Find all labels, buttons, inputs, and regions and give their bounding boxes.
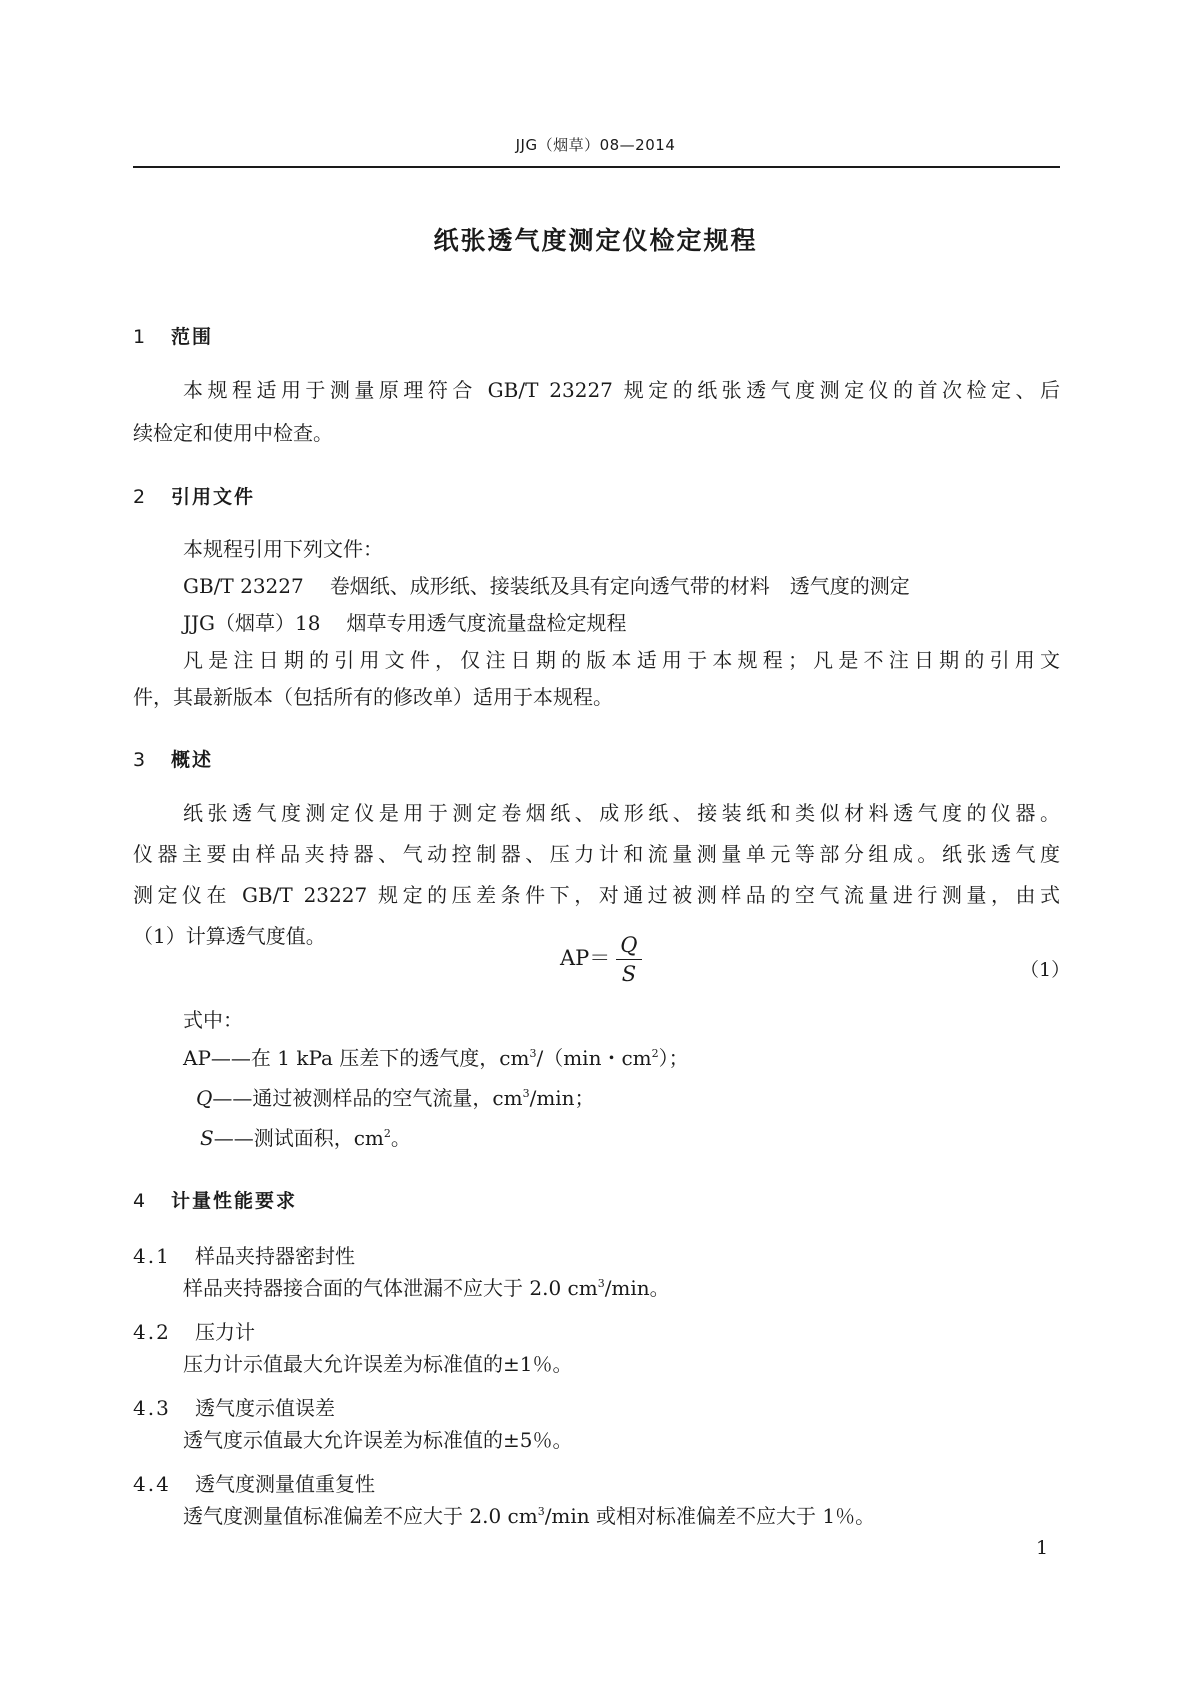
paragraph-line: 本规程适用于测量原理符合 GB/T 23227 规定的纸张透气度测定仪的首次检定、后	[183, 378, 1060, 402]
subsection-title: 压力计	[195, 1320, 255, 1344]
section-number: 2	[133, 486, 148, 508]
subsection-4-4	[133, 1468, 375, 1497]
variable-text: 。	[390, 1126, 411, 1150]
superscript: 3	[522, 1087, 530, 1100]
paragraph-line: 凡是注日期的引用文件，仅注日期的版本适用于本规程；凡是不注日期的引用文	[183, 648, 1060, 672]
paragraph-line: 测定仪在 GB/T 23227 规定的压差条件下，对通过被测样品的空气流量进行测量，由式	[133, 883, 1060, 907]
superscript: 3	[597, 1277, 605, 1290]
section-number: 3	[133, 749, 148, 771]
formula-lhs: AP	[560, 946, 590, 970]
section-title: 概述	[171, 749, 214, 771]
paragraph-line: 本规程引用下列文件：	[183, 537, 383, 561]
where-label: 式中：	[183, 1008, 243, 1032]
subsection-4-3	[133, 1392, 335, 1421]
paragraph-line: 续检定和使用中检查。	[133, 421, 333, 445]
variable-text: ——在 1 kPa 压差下的透气度，cm	[210, 1046, 530, 1070]
formula-numerator: Q	[616, 933, 641, 960]
reference-title: 烟草专用透气度流量盘检定规程	[346, 611, 627, 635]
formula-1	[560, 933, 642, 986]
section-number: 4	[133, 1190, 148, 1212]
reference-title: 卷烟纸、成形纸、接装纸及具有定向透气带的材料 透气度的测定	[329, 574, 910, 598]
reference-code: GB/T 23227	[183, 574, 304, 598]
subsection-title: 透气度示值误差	[195, 1396, 335, 1420]
superscript: 3	[537, 1505, 545, 1518]
reference-code: JJG（烟草）18	[183, 611, 321, 635]
subsection-title: 样品夹持器密封性	[195, 1244, 355, 1268]
document-title: 纸张透气度测定仪检定规程	[433, 226, 758, 255]
formula-fraction	[616, 933, 641, 986]
running-header: JJG（烟草）08—2014	[515, 136, 676, 154]
section-4-heading	[133, 1186, 297, 1213]
subsection-4-2	[133, 1316, 255, 1345]
paragraph-text: 透气度测量值标准偏差不应大于 2.0 cm	[183, 1504, 538, 1528]
variable-text: ——通过被测样品的空气流量，cm	[212, 1086, 523, 1110]
variable-definition	[196, 1088, 1123, 1108]
paragraph-text: /min。	[604, 1276, 670, 1300]
subsection-4-1	[133, 1240, 355, 1269]
variable-text: /（min・cm	[536, 1046, 652, 1070]
subsection-number: 4.2	[133, 1320, 171, 1344]
section-number: 1	[133, 326, 148, 348]
paragraph-line: 纸张透气度测定仪是用于测定卷烟纸、成形纸、接装纸和类似材料透气度的仪器。	[183, 801, 1060, 825]
paragraph-line: （1）计算透气度值。	[133, 924, 326, 948]
paragraph-line: 仪器主要由样品夹持器、气动控制器、压力计和流量测量单元等部分组成。纸张透气度	[133, 842, 1060, 866]
variable-symbol: Q	[196, 1086, 213, 1110]
page-number: 1	[1036, 1537, 1049, 1559]
formula-denominator: S	[621, 962, 637, 986]
header-rule	[133, 166, 1060, 168]
variable-symbol: AP	[183, 1046, 211, 1070]
variable-definition	[183, 1048, 1110, 1068]
superscript: 2	[651, 1047, 659, 1060]
variable-symbol: S	[200, 1126, 214, 1150]
paragraph-text: /min 或相对标准偏差不应大于 1％。	[544, 1504, 876, 1528]
paragraph-line: 透气度示值最大允许误差为标准值的±5％。	[183, 1428, 573, 1452]
superscript: 2	[383, 1127, 391, 1140]
subsection-number: 4.1	[133, 1244, 171, 1268]
equation-number: （1）	[1020, 959, 1071, 981]
section-3-heading	[133, 745, 213, 772]
subsection-title: 透气度测量值重复性	[195, 1472, 375, 1496]
section-1-heading	[133, 322, 213, 349]
section-title: 范围	[171, 326, 214, 348]
superscript: 3	[529, 1047, 537, 1060]
paragraph-line: 件，其最新版本（包括所有的修改单）适用于本规程。	[133, 685, 613, 709]
subsection-number: 4.4	[133, 1472, 171, 1496]
variable-text: /min；	[529, 1086, 595, 1110]
reference-item	[183, 613, 1110, 633]
section-title: 引用文件	[171, 486, 256, 508]
subsection-number: 4.3	[133, 1396, 171, 1420]
variable-text: ）；	[658, 1046, 689, 1070]
variable-text: ——测试面积，cm	[213, 1126, 384, 1150]
paragraph-line	[183, 1506, 1110, 1526]
formula-equals: ＝	[589, 946, 611, 970]
section-2-heading	[133, 482, 255, 509]
paragraph-line: 压力计示值最大允许误差为标准值的±1％。	[183, 1352, 573, 1376]
variable-definition	[200, 1128, 1127, 1148]
paragraph-line	[183, 1278, 1110, 1298]
paragraph-text: 样品夹持器接合面的气体泄漏不应大于 2.0 cm	[183, 1276, 598, 1300]
section-title: 计量性能要求	[171, 1190, 298, 1212]
reference-item	[183, 576, 1110, 596]
